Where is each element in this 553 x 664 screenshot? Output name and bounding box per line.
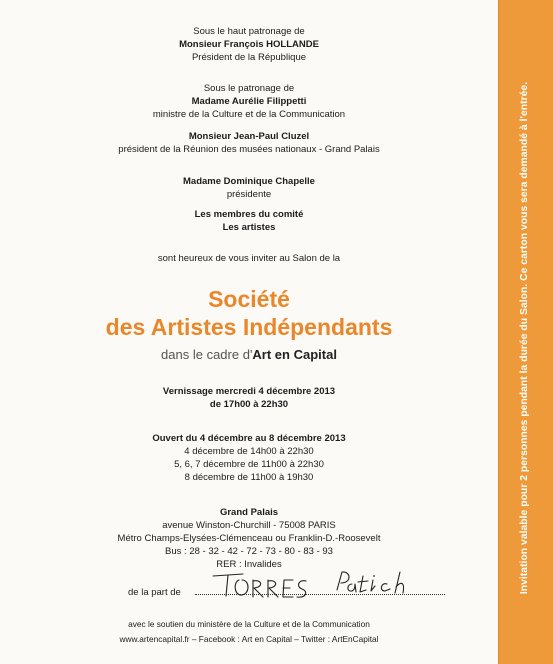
vernissage-line2: de 17h00 à 22h30	[209, 399, 289, 410]
side-band-text: Invitation valable pour 2 personnes pendant la durée du Salon. Ce carton vous sera demandé à l'entrée.	[519, 81, 530, 595]
artists-line: Les artistes	[222, 222, 276, 233]
open-line2: 5, 6, 7 décembre de 11h00 à 22h30	[174, 459, 324, 470]
patronage2-header: Sous le patronage de	[203, 83, 295, 94]
minister-title: ministre de la Culture et de la Communication	[152, 109, 346, 120]
open-line1: 4 décembre de 14h00 à 22h30	[184, 446, 314, 457]
venue-name: Grand Palais	[219, 507, 279, 518]
event-subtitle	[0, 347, 498, 363]
venue-address: avenue Winston-Churchill - 75008 PARIS	[162, 520, 336, 531]
signature-handwriting	[195, 566, 445, 606]
venue-rer: RER : Invalides	[216, 559, 282, 570]
rmn-title: président de la Réunion des musées nationaux - Grand Palais	[118, 144, 380, 155]
open-header: Ouvert du 4 décembre au 8 décembre 2013	[152, 433, 346, 444]
from-label: de la part de	[128, 587, 181, 598]
subtitle-prefix: dans le cadre d'	[161, 347, 253, 362]
committee-line: Les membres du comité	[194, 209, 304, 220]
venue-bus: Bus : 28 - 32 - 42 - 72 - 73 - 80 - 83 - 93	[165, 546, 333, 557]
venue-metro: Métro Champs-Elysées-Clémenceau ou Franklin-D.-Roosevelt	[117, 533, 381, 544]
president-title: Président de la République	[191, 52, 307, 63]
open-line3: 8 décembre de 11h00 à 19h30	[184, 472, 314, 483]
support-line: avec le soutien du ministère de la Culture et de la Communication	[128, 619, 370, 629]
invite-line: sont heureux de vous inviter au Salon de la	[157, 253, 341, 264]
minister-name: Madame Aurélie Filippetti	[191, 96, 307, 107]
event-title-line1: Société	[208, 286, 290, 312]
presidente-title: présidente	[226, 189, 272, 200]
patronage-header: Sous le haut patronage de	[193, 26, 305, 37]
subtitle-bold: Art en Capital	[252, 347, 337, 362]
president-name: Monsieur François HOLLANDE	[179, 39, 319, 50]
event-title-line2: des Artistes Indépendants	[105, 314, 393, 340]
presidente-name: Madame Dominique Chapelle	[183, 176, 315, 187]
links-line: www.artencapital.fr – Facebook : Art en Capital – Twitter : ArtEnCapital	[119, 634, 379, 644]
vernissage-line1: Vernissage mercredi 4 décembre 2013	[162, 386, 336, 397]
rmn-name: Monsieur Jean-Paul Cluzel	[188, 131, 310, 142]
